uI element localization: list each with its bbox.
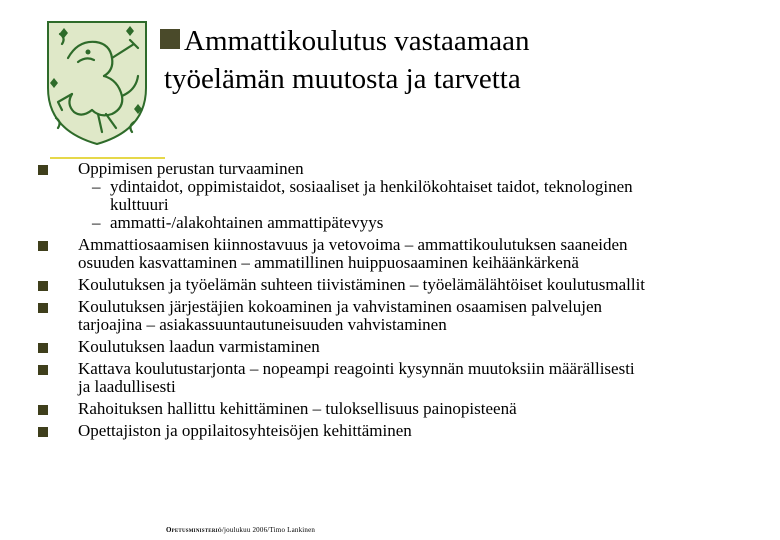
list-item bbox=[38, 422, 758, 440]
square-bullet-icon bbox=[38, 343, 48, 353]
square-bullet-icon bbox=[38, 241, 48, 251]
bullet-list bbox=[38, 160, 758, 440]
sub-item bbox=[78, 178, 758, 196]
item-text: Ammattiosaamisen kiinnostavuus ja vetovoima – ammattikoulutuksen saaneiden bbox=[78, 235, 628, 254]
square-bullet-icon bbox=[38, 405, 48, 415]
title-line-1 bbox=[160, 22, 530, 60]
item-text-cont: osuuden kasvattaminen – ammatillinen huippuosaaminen keihäänkärkenä bbox=[78, 253, 579, 272]
square-bullet-icon bbox=[38, 281, 48, 291]
item-text: Oppimisen perustan turvaaminen bbox=[78, 159, 304, 178]
item-text: Koulutuksen laadun varmistaminen bbox=[78, 337, 320, 356]
square-bullet-icon bbox=[38, 427, 48, 437]
list-item bbox=[38, 360, 758, 396]
coat-of-arms-logo bbox=[38, 18, 156, 146]
slide-title bbox=[160, 22, 530, 98]
title-bullet-icon bbox=[160, 29, 180, 49]
sub-item-text-cont: kulttuuri bbox=[110, 195, 169, 214]
square-bullet-icon bbox=[38, 365, 48, 375]
list-item bbox=[38, 276, 758, 294]
item-text: Kattava koulutustarjonta – nopeampi reagointi kysynnän muutoksiin määrällisesti bbox=[78, 359, 635, 378]
list-item bbox=[38, 338, 758, 356]
item-text: Opettajiston ja oppilaitosyhteisöjen kehittäminen bbox=[78, 421, 412, 440]
item-text: Koulutuksen ja työelämän suhteen tiivistäminen – työelämälähtöiset koulutusmallit bbox=[78, 275, 646, 294]
sub-item-text: ydintaidot, oppimistaidot, sosiaaliset ja henkilökohtaiset taidot, teknologinen bbox=[110, 177, 633, 196]
footer-organization: Opetusministeriö bbox=[166, 526, 222, 534]
square-bullet-icon bbox=[38, 303, 48, 313]
item-text-cont: tarjoajina – asiakassuuntautuneisuuden vahvistaminen bbox=[78, 315, 447, 334]
list-item bbox=[38, 400, 758, 418]
footer-date-author: /joulukuu 2006/Timo Lankinen bbox=[221, 526, 316, 534]
square-bullet-icon bbox=[38, 165, 48, 175]
dash-marker: – bbox=[92, 213, 101, 232]
list-item bbox=[38, 236, 758, 272]
sub-item bbox=[78, 214, 758, 232]
list-item bbox=[38, 160, 758, 232]
list-item bbox=[38, 298, 758, 334]
title-line-2: työelämän muutosta ja tarvetta bbox=[164, 63, 521, 95]
sub-item-text: ammatti-/alakohtainen ammattipätevyys bbox=[110, 213, 384, 232]
dash-marker: – bbox=[92, 177, 101, 196]
item-text: Rahoituksen hallittu kehittäminen – tuloksellisuus painopisteenä bbox=[78, 399, 517, 418]
slide-footer bbox=[166, 526, 315, 534]
item-text-cont: ja laadullisesti bbox=[78, 377, 176, 396]
item-text: Koulutuksen järjestäjien kokoaminen ja vahvistaminen osaamisen palvelujen bbox=[78, 297, 603, 316]
title-line-1-text: Ammattikoulutus vastaamaan bbox=[184, 25, 530, 57]
